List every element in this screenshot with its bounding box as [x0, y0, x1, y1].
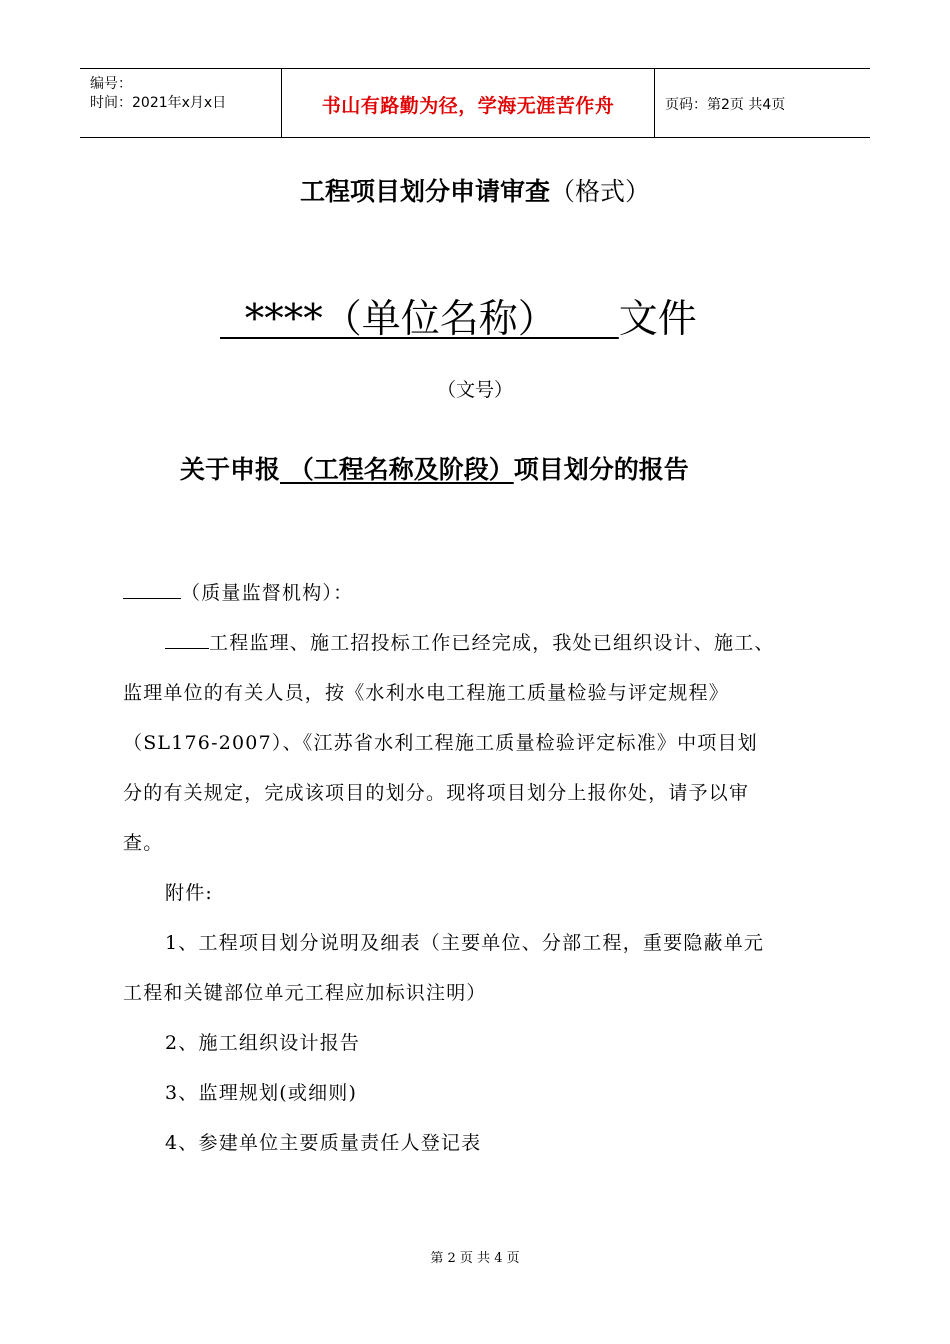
header-page-number: 页码：第2页 共4页 — [665, 97, 786, 113]
attachment-item: 1、工程项目划分说明及细表（主要单位、分部工程，重要隐蔽单元 — [165, 932, 765, 954]
attachment-item: 3、监理规划(或细则) — [165, 1082, 358, 1104]
unit-file-suffix: 文件 — [618, 297, 697, 342]
document-title — [0, 172, 950, 208]
addressee-text: （质量监督机构）： — [181, 582, 354, 604]
document-date-label: 时间：2021年x月x日 — [90, 95, 227, 111]
paragraph-line: 监理单位的有关人员，按《水利水电工程施工质量检验与评定规程》 — [123, 682, 730, 704]
report-project-placeholder: （工程名称及阶段） — [280, 455, 514, 484]
paragraph-line: 查。 — [123, 832, 164, 854]
addressee-line — [123, 578, 353, 605]
body-line — [165, 628, 775, 655]
attachment-label: 附件: — [165, 882, 214, 904]
unit-file-heading — [220, 288, 697, 344]
fill-in-blank — [165, 630, 209, 649]
attachment-item: 2、施工组织设计报告 — [165, 1032, 361, 1054]
report-title-prefix: 关于申报 — [180, 455, 281, 484]
document-title-main: 工程项目划分申请审查 — [299, 177, 550, 206]
page-footer: 第 2 页 共 4 页 — [430, 1251, 520, 1266]
paragraph-line: （SL176-2007）、《江苏省水利工程施工质量检验评定标准》中项目划 — [123, 732, 758, 754]
report-title-suffix: 项目划分的报告 — [513, 455, 689, 484]
attachment-item: 工程和关键部位单元工程应加标识注明） — [123, 982, 487, 1004]
header-page-cell — [655, 69, 870, 137]
header-motto-cell — [282, 69, 655, 137]
attachment-item: 4、参建单位主要质量责任人登记表 — [165, 1132, 482, 1154]
header-meta-cell — [80, 69, 282, 137]
document-number-label: 编号： — [90, 76, 132, 92]
addressee-blank — [123, 580, 181, 599]
header-motto: 书山有路勤为径，学海无涯苦作舟 — [321, 95, 615, 117]
document-number-placeholder: （文号） — [436, 379, 513, 401]
paragraph-line: 工程监理、施工招投标工作已经完成，我处已组织设计、施工、 — [209, 632, 775, 654]
report-title — [180, 450, 689, 486]
paragraph-line: 分的有关规定，完成该项目的划分。现将项目划分上报你处，请予以审 — [123, 782, 750, 804]
unit-name-placeholder: ****（单位名称） — [220, 297, 619, 342]
page-header — [80, 68, 870, 138]
document-title-suffix: （格式） — [550, 177, 651, 206]
